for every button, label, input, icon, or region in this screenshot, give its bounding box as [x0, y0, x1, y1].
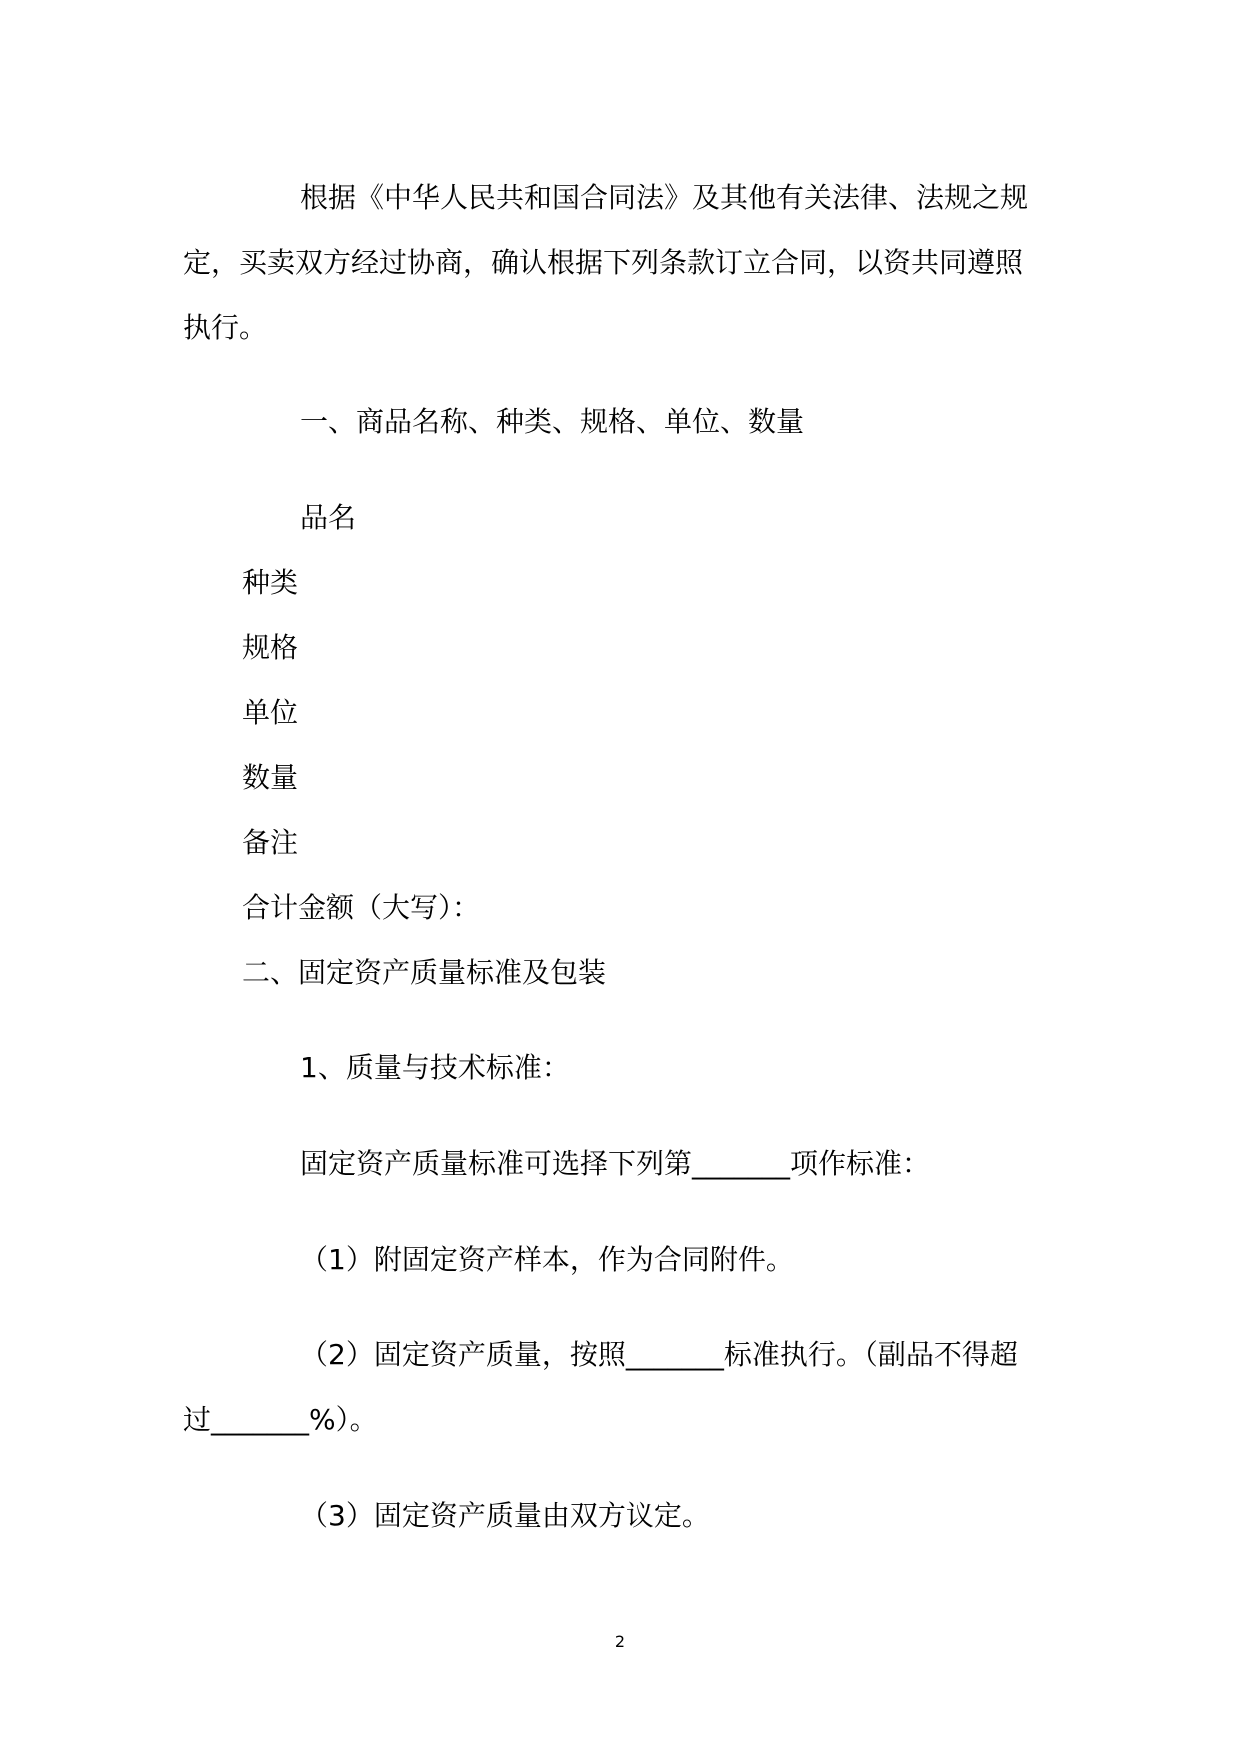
- option-2-line-1: （2）固定资产质量，按照_______标准执行。（副品不得超: [300, 1338, 1018, 1371]
- intro-paragraph-line-1: 根据《中华人民共和国合同法》及其他有关法律、法规之规: [300, 181, 1029, 214]
- option-3: （3）固定资产质量由双方议定。: [300, 1499, 710, 1532]
- field-category: 种类: [242, 566, 299, 599]
- intro-paragraph-line-2: 定，买卖双方经过协商，确认根据下列条款订立合同，以资共同遵照: [183, 246, 1024, 279]
- field-product-name: 品名: [300, 501, 357, 534]
- field-remarks: 备注: [242, 826, 299, 859]
- field-total-amount: 合计金额（大写）：: [242, 891, 481, 924]
- subsection-1-heading: 1、质量与技术标准：: [300, 1051, 570, 1084]
- quality-standard-paragraph: 固定资产质量标准可选择下列第_______项作标准：: [300, 1147, 931, 1180]
- page-number: 2: [614, 1632, 626, 1651]
- field-specification: 规格: [242, 631, 299, 664]
- field-unit: 单位: [242, 696, 299, 729]
- section-1-heading: 一、商品名称、种类、规格、单位、数量: [300, 405, 805, 438]
- field-quantity: 数量: [242, 761, 299, 794]
- section-2-heading: 二、固定资产质量标准及包装: [242, 956, 607, 989]
- intro-paragraph-line-3: 执行。: [183, 311, 268, 344]
- option-2-line-2: 过_______%）。: [183, 1403, 378, 1436]
- option-1: （1）附固定资产样本，作为合同附件。: [300, 1243, 794, 1276]
